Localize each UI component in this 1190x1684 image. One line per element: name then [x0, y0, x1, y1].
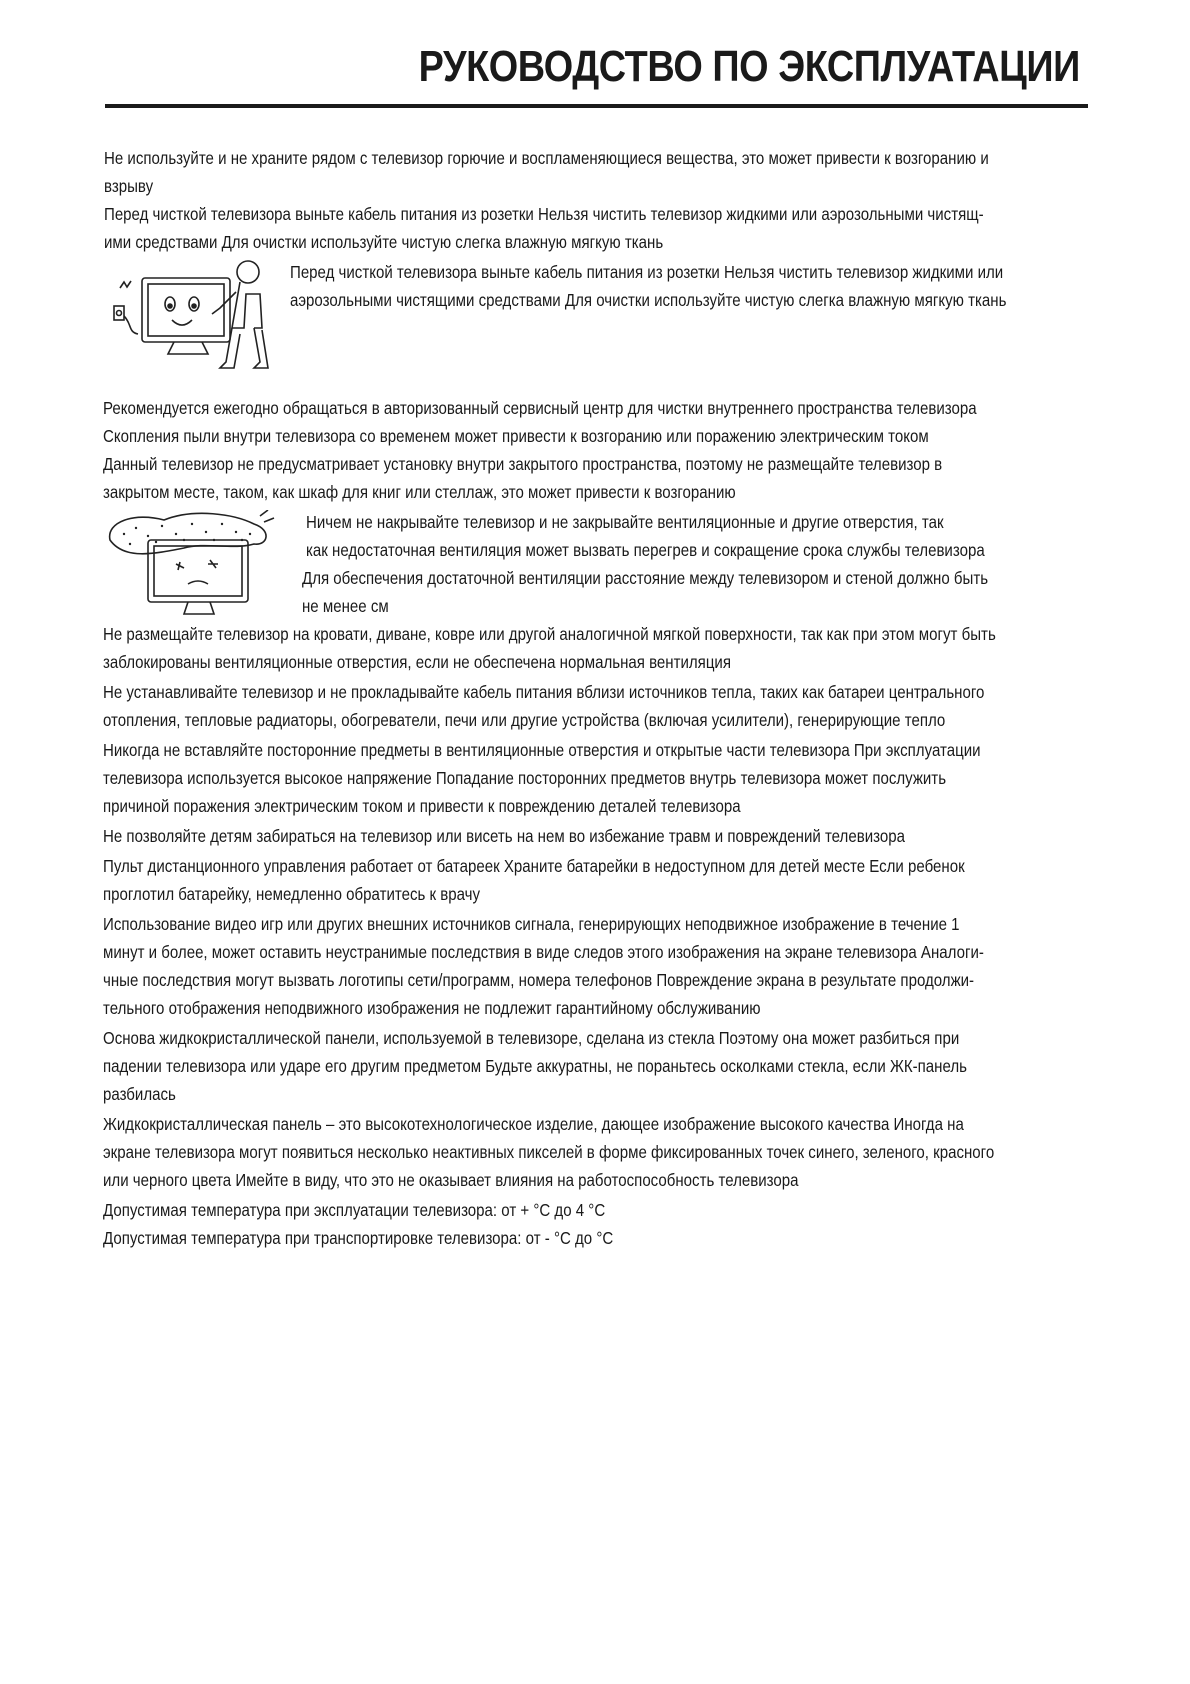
cleaning-tv-illustration: [112, 258, 272, 388]
text-line: Допустимая температура при эксплуатации телевизора: от + °С до 4 °С: [103, 1200, 606, 1220]
text-line: Не устанавливайте телевизор и не прокладывайте кабель питания вблизи источников тепла, таких как батареи центрального: [103, 682, 985, 702]
text-line: Основа жидкокристаллической панели, используемой в телевизоре, сделана из стекла Поэтому она может разбиться при: [103, 1028, 960, 1048]
text-line: отопления, тепловые радиаторы, обогреватели, печи или другие устройства (включая усилители), генерирующие тепло: [103, 710, 946, 730]
text-line: Жидкокристаллическая панель – это высокотехнологическое изделие, дающее изображение высокого качества Иногда на: [103, 1114, 964, 1134]
tv-screen-icon: [148, 540, 248, 602]
text-line: Не используйте и не храните рядом с телевизор горючие и воспламеняющиеся вещества, это может привести к возгоранию и: [104, 148, 989, 168]
text-line: Ничем не накрывайте телевизор и не закрывайте вентиляционные и другие отверстия, так: [306, 512, 944, 532]
text-line: Пульт дистанционного управления работает от батареек Храните батарейки в недоступном для детей месте Если ребенок: [103, 856, 965, 876]
text-line: Не позволяйте детям забираться на телевизор или висеть на нем во избежание травм и повреждений телевизора: [103, 826, 905, 846]
text-line: взрыву: [104, 176, 154, 196]
text-line: аэрозольными чистящими средствами Для очистки используйте чистую слегка влажную мягкую ткань: [290, 290, 1007, 310]
text-line: телевизора используется высокое напряжение Попадание посторонних предметов внутрь телевизора может послужить: [103, 768, 947, 788]
text-line: Использование видео игр или других внешних источников сигнала, генерирующих неподвижное изображение в течение 1: [103, 914, 960, 934]
text-line: Перед чисткой телевизора выньте кабель питания из розетки Нельзя чистить телевизор жидкими или: [290, 262, 1004, 282]
page-title: РУКОВОДСТВО ПО ЭКСПЛУАТАЦИИ: [418, 42, 1080, 91]
text-line: Рекомендуется ежегодно обращаться в авторизованный сервисный центр для чистки внутреннего пространства телевизора: [103, 398, 977, 418]
text-line: закрытом месте, таком, как шкаф для книг или стеллаж, это может привести к возгоранию: [103, 482, 736, 502]
wall-outlet-icon: [114, 306, 124, 320]
text-line: Данный телевизор не предусматривает установку внутри закрытого пространства, поэтому не размещайте телевизор в: [103, 454, 943, 474]
text-line: не менее см: [302, 596, 389, 616]
text-line: Никогда не вставляйте посторонние предметы в вентиляционные отверстия и открытые части телевизора При эксплуатации: [103, 740, 981, 760]
text-line: Для обеспечения достаточной вентиляции расстояние между телевизором и стеной должно быть: [302, 568, 989, 588]
text-line: Перед чисткой телевизора выньте кабель питания из розетки Нельзя чистить телевизор жидкими или аэрозольными чистящ-: [104, 204, 984, 224]
text-line: Не размещайте телевизор на кровати, диване, ковре или другой аналогичной мягкой поверхности, так как при этом могут быть: [103, 624, 996, 644]
text-line: падении телевизора или ударе его другим предметом Будьте аккуратны, не пораньтесь осколками стекла, если ЖК-панель: [103, 1056, 967, 1076]
text-line: чные последствия могут вызвать логотипы сети/программ, номера телефонов Повреждение экрана в результате продолжи-: [103, 970, 975, 990]
text-line: разбилась: [103, 1084, 176, 1104]
text-line: экране телевизора могут появиться несколько неактивных пикселей в форме фиксированных точек синего, зеленого, красного: [103, 1142, 995, 1162]
text-line: проглотил батарейку, немедленно обратитесь к врачу: [103, 884, 481, 904]
text-line: Допустимая температура при транспортировке телевизора: от - °С до °С: [103, 1228, 614, 1248]
text-line: минут и более, может оставить неустранимые последствия в виде следов этого изображения на экране телевизора Аналоги-: [103, 942, 984, 962]
covered-tv-illustration: [104, 510, 282, 620]
text-line: или черного цвета Имейте в виду, что это не оказывает влияния на работоспособность телевизора: [103, 1170, 799, 1190]
text-line: заблокированы вентиляционные отверстия, если не обеспечена нормальная вентиляция: [103, 652, 732, 672]
text-line: как недостаточная вентиляция может вызвать перегрев и сокращение срока службы телевизора: [306, 540, 985, 560]
text-line: тельного отображения неподвижного изображения не подлежит гарантийному обслуживанию: [103, 998, 761, 1018]
text-line: Скопления пыли внутри телевизора со временем может привести к возгоранию или поражению электрическим током: [103, 426, 929, 446]
text-line: ими средствами Для очистки используйте чистую слегка влажную мягкую ткань: [104, 232, 664, 252]
title-rule: [105, 104, 1088, 108]
text-line: причиной поражения электрическим током и привести к повреждению деталей телевизора: [103, 796, 741, 816]
